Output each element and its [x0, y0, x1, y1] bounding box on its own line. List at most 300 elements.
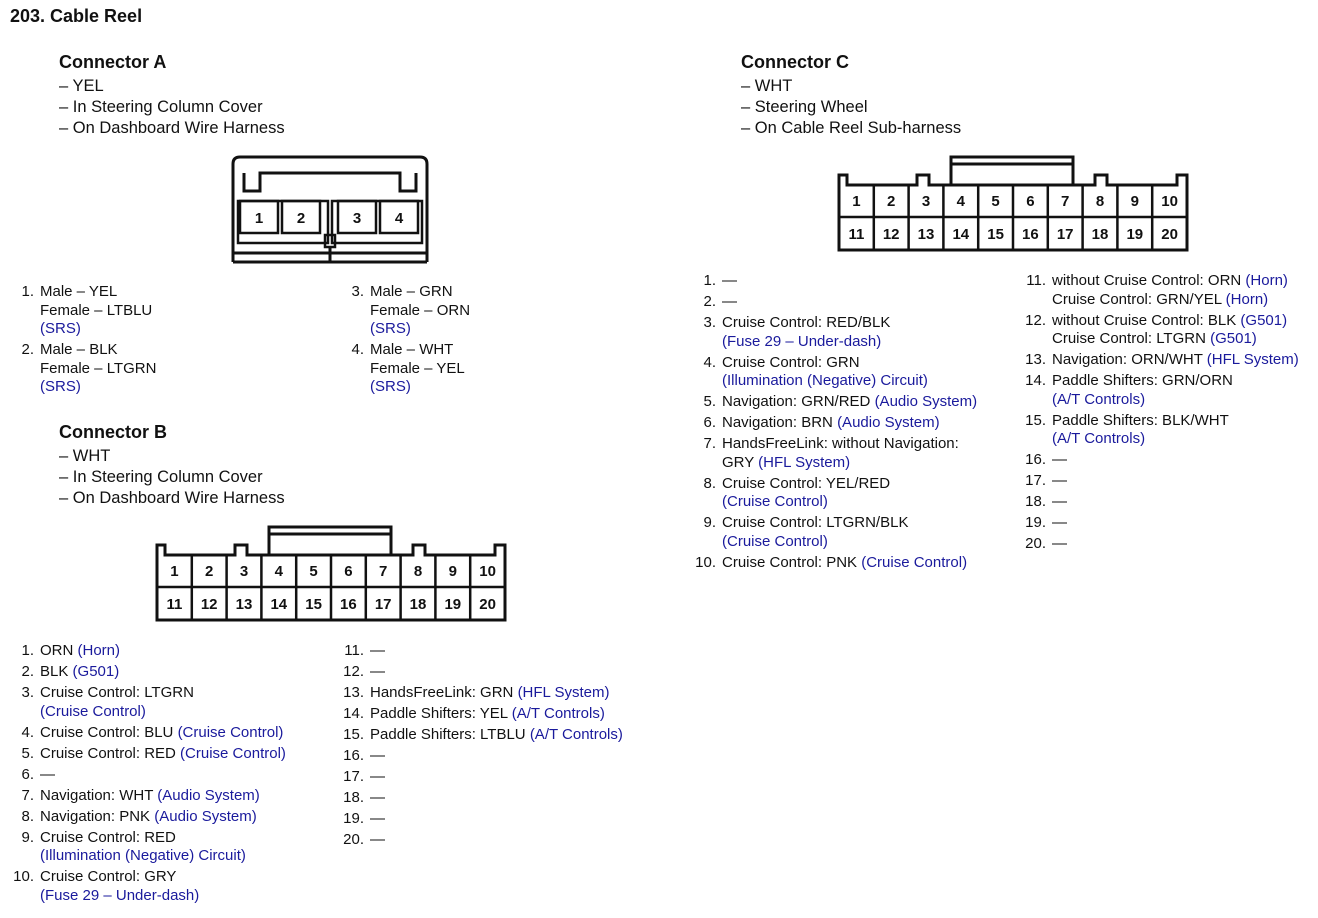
pin-line: [722, 393, 977, 412]
pin-line: [722, 372, 977, 391]
connector-b-pin-item: [10, 642, 286, 661]
cavity-label: 20: [1161, 226, 1178, 243]
pin-reference-link[interactable]: (Audio System): [837, 414, 940, 431]
connector-a-diagram: [230, 155, 430, 265]
cavity-label: 1: [254, 210, 264, 227]
pin-wire-text: —: [1052, 451, 1067, 468]
cavity-label: 12: [200, 596, 218, 613]
cavity-label: 2: [296, 210, 306, 227]
connector-c-heading: Connector C: [741, 52, 849, 72]
pin-line: [40, 887, 286, 906]
pin-reference-link[interactable]: (Fuse 29 – Under-dash): [722, 332, 882, 350]
pin-line: [722, 475, 977, 494]
connector-c-pin-item: [692, 554, 977, 573]
pin-wire-text: —: [370, 831, 385, 848]
pin-line: [1052, 493, 1299, 512]
connector-c-pin-item: [692, 514, 977, 551]
pin-wire-text: HandsFreeLink: GRN: [370, 684, 514, 701]
connector-b-pins-right: [340, 642, 623, 852]
connector-c-harness: – On Cable Reel Sub-harness: [741, 119, 962, 137]
pin-wire-text: Cruise Control: GRY: [40, 868, 177, 885]
pin-number: 6.: [21, 765, 34, 783]
connector-b-pin-item: [340, 705, 623, 724]
pin-line: [40, 745, 286, 764]
pin-reference-link[interactable]: (Cruise Control): [180, 744, 286, 762]
pin-reference-link[interactable]: (SRS): [370, 378, 411, 395]
pin-wire-text: —: [722, 272, 737, 289]
pin-wire-text: GRY: [722, 453, 754, 471]
pin-reference-link[interactable]: (Illumination (Negative) Circuit): [722, 372, 928, 389]
connector-a-pins-right: [340, 283, 470, 399]
pin-line: [1052, 272, 1299, 291]
connector-a-heading: Connector A: [59, 52, 167, 72]
pin-number: 5.: [21, 744, 34, 762]
pin-line: [370, 302, 470, 321]
pin-line: [370, 684, 623, 703]
pin-reference-link[interactable]: (HFL System): [517, 684, 610, 701]
connector-c-color: – WHT: [741, 77, 793, 95]
connector-c-pin-item: [1022, 351, 1299, 370]
pin-line: [370, 341, 470, 360]
pin-number: 2.: [21, 341, 34, 358]
pin-wire-text: —: [370, 768, 385, 785]
connector-a-pin-item: [10, 283, 156, 339]
pin-wire-text: Cruise Control: LTGRN/BLK: [722, 514, 909, 531]
pin-number: 10.: [695, 553, 716, 571]
connector-b-pin-item: [10, 787, 286, 806]
connector-b-pin-item: [340, 726, 623, 745]
pin-number: 1.: [21, 283, 34, 300]
cavity-label: 14: [952, 226, 970, 243]
pin-number: 20.: [343, 831, 364, 848]
pin-wire-text: Paddle Shifters: YEL: [370, 705, 508, 722]
pin-reference-link[interactable]: (Audio System): [157, 786, 260, 804]
pin-line: [40, 341, 156, 360]
cavity-label: 5: [309, 563, 318, 580]
connector-c-pin-item: [1022, 312, 1299, 349]
pin-number: 4.: [21, 723, 34, 741]
pin-number: 2.: [21, 663, 34, 680]
pin-wire-text: Male – GRN: [370, 283, 453, 300]
connector-b-harness: – On Dashboard Wire Harness: [59, 489, 285, 507]
pin-line: [722, 493, 977, 512]
cavity-label: 3: [921, 193, 931, 210]
cavity-label: 14: [270, 596, 288, 613]
pin-wire-text: Male – YEL: [40, 283, 118, 300]
pin-line: [722, 454, 977, 473]
pin-line: [370, 705, 623, 724]
pin-wire-text: —: [1052, 472, 1067, 489]
pin-number: 7.: [703, 435, 716, 452]
pin-number: 20.: [1025, 535, 1046, 552]
connector-c-pin-item: [692, 293, 977, 312]
connector-latch: [269, 527, 391, 555]
pin-line: [370, 378, 470, 397]
pin-number: 8.: [703, 474, 716, 492]
pin-line: [722, 333, 977, 352]
pin-wire-text: —: [370, 642, 385, 659]
pin-line: [370, 283, 470, 302]
pin-line: [722, 554, 977, 573]
connector-b-pin-item: [10, 766, 286, 785]
connector-c-pin-item: [1022, 514, 1299, 533]
pin-number: 6.: [703, 414, 716, 431]
pin-wire-text: Cruise Control: LTGRN: [1052, 330, 1211, 347]
pin-wire-text: Female – LTGRN: [40, 359, 157, 377]
cavity-label: 15: [987, 226, 1004, 243]
pin-wire-text: Paddle Shifters: LTBLU: [370, 726, 530, 743]
pin-number: 2.: [703, 293, 716, 310]
pin-line: [40, 808, 286, 827]
cavity-label: 18: [1091, 226, 1109, 243]
connector-b-pin-item: [10, 829, 286, 866]
pin-line: [1052, 372, 1299, 391]
pin-number: 4.: [351, 341, 364, 358]
pin-line: [1052, 535, 1299, 554]
pin-number: 5.: [703, 393, 716, 410]
pin-wire-text: without Cruise Control: BLK: [1052, 311, 1237, 329]
pin-number: 7.: [21, 786, 34, 804]
pin-reference-link[interactable]: (SRS): [40, 378, 81, 395]
connector-a-latch: [244, 173, 416, 191]
pin-line: [722, 435, 977, 454]
cavity-label: 11: [848, 226, 865, 243]
pin-wire-text: ORN: [40, 642, 74, 659]
pin-number: 16.: [1025, 451, 1046, 468]
connector-b-pin-item: [340, 684, 623, 703]
cavity-label: 12: [882, 226, 900, 243]
pin-wire-text: —: [370, 747, 385, 764]
pin-number: 3.: [21, 684, 34, 701]
page-title: 203. Cable Reel: [10, 6, 143, 26]
cavity-label: 10: [1161, 193, 1178, 210]
connector-b-pin-item: [10, 724, 286, 743]
pin-number: 11.: [344, 642, 364, 659]
pin-wire-text: HandsFreeLink: without Navigation:: [722, 435, 959, 452]
connector-b-description: [59, 446, 285, 509]
pin-line: [40, 642, 286, 661]
connector-b-pin-item: [340, 789, 623, 808]
connector-b-pin-item: [340, 642, 623, 661]
pin-wire-text: —: [1052, 514, 1067, 531]
connector-b-pin-item: [340, 810, 623, 829]
connector-c-pin-item: [1022, 493, 1299, 512]
pin-reference-link[interactable]: (A/T Controls): [511, 705, 605, 722]
pin-line: [1052, 312, 1299, 331]
pin-number: 9.: [21, 828, 34, 846]
pin-number: 12.: [1025, 311, 1046, 329]
cavity-label: 20: [479, 596, 496, 613]
connector-a-location: – In Steering Column Cover: [59, 98, 263, 116]
pin-wire-text: Navigation: BRN: [722, 414, 833, 431]
pin-reference-link[interactable]: (Audio System): [874, 393, 978, 410]
pin-wire-text: Cruise Control: RED/BLK: [722, 314, 891, 331]
cavity-label: 9: [1130, 193, 1139, 210]
connector-b-location: – In Steering Column Cover: [59, 468, 263, 486]
connector-c-pin-item: [692, 414, 977, 433]
pin-line: [722, 354, 977, 373]
pin-wire-text: —: [1052, 493, 1067, 510]
pin-wire-text: Female – ORN: [370, 301, 471, 319]
cavity-label: 2: [887, 193, 896, 210]
connector-b-pin-item: [340, 831, 623, 850]
pin-line: [40, 283, 156, 302]
pin-number: 8.: [21, 807, 34, 825]
pin-line: [1052, 412, 1299, 431]
connector-a-pin-item: [10, 341, 156, 397]
pin-reference-link[interactable]: (HFL System): [1206, 351, 1299, 368]
pin-line: [370, 789, 623, 808]
cavity-label: 6: [344, 563, 353, 580]
pin-wire-text: Male – WHT: [370, 341, 454, 358]
pin-wire-text: —: [370, 810, 385, 827]
connector-b-pin-item: [10, 663, 286, 682]
cavity-label: 16: [340, 596, 357, 613]
cavity-label: 4: [394, 210, 404, 227]
pin-reference-link[interactable]: (Cruise Control): [722, 493, 828, 510]
pin-line: [1052, 430, 1299, 449]
pin-line: [722, 414, 977, 433]
connector-a-pin-item: [340, 283, 470, 339]
cavity-label: 15: [305, 596, 322, 613]
connector-a-harness: – On Dashboard Wire Harness: [59, 119, 285, 137]
pin-reference-link[interactable]: (Fuse 29 – Under-dash): [40, 886, 200, 904]
pin-reference-link[interactable]: (G501): [1240, 311, 1288, 329]
pin-wire-text: Cruise Control: RED: [40, 828, 176, 846]
pin-number: 17.: [1025, 472, 1046, 489]
pin-line: [40, 663, 286, 682]
pin-line: [40, 829, 286, 848]
pin-wire-text: Navigation: ORN/WHT: [1052, 351, 1203, 368]
pin-wire-text: —: [370, 789, 385, 806]
connector-a-pins-left: [10, 283, 156, 399]
pin-wire-text: Paddle Shifters: GRN/ORN: [1052, 372, 1233, 389]
connector-b-pin-item: [340, 768, 623, 787]
pin-number: 3.: [351, 283, 364, 300]
pin-reference-link[interactable]: (Audio System): [154, 807, 257, 825]
cavity-label: 9: [448, 563, 457, 580]
pin-number: 13.: [343, 684, 364, 701]
connector-c-pin-item: [692, 475, 977, 512]
connector-c-pin-item: [692, 354, 977, 391]
pin-number: 14.: [343, 705, 364, 722]
pin-line: [1052, 351, 1299, 370]
pin-number: 14.: [1025, 372, 1046, 389]
connector-a-pin-item: [340, 341, 470, 397]
pin-line: [722, 533, 977, 552]
connector-b-pin-item: [10, 808, 286, 827]
pin-number: 1.: [21, 642, 34, 659]
cavity-label: 6: [1026, 193, 1035, 210]
pin-reference-link[interactable]: (Cruise Control): [177, 723, 284, 741]
pin-line: [1052, 291, 1299, 310]
pin-number: 19.: [1025, 514, 1046, 531]
pin-number: 17.: [343, 768, 364, 785]
pin-line: [722, 272, 977, 291]
connector-a-description: [59, 76, 285, 139]
pin-wire-text: Female – LTBLU: [40, 301, 153, 319]
pin-number: 13.: [1025, 351, 1046, 368]
cavity-label: 3: [239, 563, 249, 580]
connector-latch: [951, 157, 1073, 185]
pin-wire-text: Navigation: WHT: [40, 786, 154, 804]
connector-a-color: – YEL: [59, 77, 104, 95]
pin-wire-text: Paddle Shifters: BLK/WHT: [1052, 411, 1229, 429]
pin-line: [40, 847, 286, 866]
cavity-label: 5: [991, 193, 1000, 210]
pin-reference-link[interactable]: (SRS): [40, 320, 81, 337]
pin-line: [40, 766, 286, 785]
pin-reference-link[interactable]: (HFL System): [758, 453, 851, 471]
pin-number: 3.: [703, 314, 716, 331]
pin-line: [40, 378, 156, 397]
pin-line: [40, 787, 286, 806]
pin-line: [370, 360, 470, 379]
pin-reference-link[interactable]: (Cruise Control): [40, 702, 146, 720]
pin-line: [40, 868, 286, 887]
pin-line: [1052, 451, 1299, 470]
pin-number: 4.: [703, 353, 716, 371]
connector-c-pin-item: [692, 393, 977, 412]
connector-b-pin-item: [340, 663, 623, 682]
cavity-label: 17: [1056, 226, 1074, 243]
connector-b-pin-item: [10, 684, 286, 721]
connector-c-pin-item: [1022, 372, 1299, 409]
pin-line: [370, 768, 623, 787]
cavity-label: 18: [409, 596, 427, 613]
connector-b-color: – WHT: [59, 447, 111, 465]
pin-reference-link[interactable]: (Horn): [1225, 290, 1269, 308]
pin-line: [370, 663, 623, 682]
cavity-label: 19: [444, 596, 462, 613]
pin-line: [40, 320, 156, 339]
pin-wire-text: Cruise Control: BLU: [40, 723, 174, 741]
connector-c-description: [741, 76, 961, 139]
cavity-label: 8: [413, 563, 423, 580]
pin-line: [40, 724, 286, 743]
connector-c-pin-item: [692, 314, 977, 351]
pin-reference-link[interactable]: (G501): [1210, 330, 1257, 347]
pin-line: [722, 514, 977, 533]
connector-c-pin-item: [1022, 412, 1299, 449]
pin-line: [40, 302, 156, 321]
pin-wire-text: Cruise Control: RED: [40, 744, 176, 762]
pin-number: 16.: [343, 747, 364, 764]
pin-reference-link[interactable]: (G501): [72, 663, 120, 680]
pin-line: [722, 293, 977, 312]
connector-c-pins-right: [1022, 272, 1299, 556]
pin-number: 18.: [1025, 493, 1046, 510]
connector-a-housing: [233, 157, 427, 253]
pin-wire-text: —: [722, 293, 737, 310]
pin-reference-link[interactable]: (Cruise Control): [861, 553, 968, 571]
pin-line: [40, 360, 156, 379]
cavity-label: 11: [166, 596, 183, 613]
pin-reference-link[interactable]: (Illumination (Negative) Circuit): [40, 847, 246, 864]
pin-number: 9.: [703, 514, 716, 531]
cavity-label: 1: [852, 193, 861, 210]
cavity-label: 7: [379, 563, 388, 580]
pin-line: [1052, 514, 1299, 533]
pin-wire-text: —: [370, 663, 385, 680]
pin-number: 12.: [343, 663, 364, 680]
pin-number: 19.: [343, 810, 364, 827]
pin-wire-text: without Cruise Control: ORN: [1052, 272, 1242, 289]
connector-c-pin-item: [692, 435, 977, 472]
pin-number: 1.: [703, 272, 716, 289]
pin-number: 18.: [343, 789, 364, 806]
connector-c-pin-item: [1022, 472, 1299, 491]
cavity-label: 8: [1095, 193, 1105, 210]
cavity-label: 2: [205, 563, 214, 580]
connector-b-heading: Connector B: [59, 422, 167, 442]
connector-c-pins-left: [692, 272, 977, 575]
cavity-label: 16: [1022, 226, 1039, 243]
cavity-label: 13: [917, 226, 935, 243]
cavity-label: 13: [235, 596, 253, 613]
pin-wire-text: BLK: [40, 663, 69, 680]
cavity-label: 19: [1126, 226, 1144, 243]
pin-wire-text: Male – BLK: [40, 341, 118, 358]
pin-line: [40, 703, 286, 722]
pin-wire-text: Navigation: GRN/RED: [722, 393, 871, 410]
pin-wire-text: —: [40, 765, 55, 783]
connector-c-pin-item: [1022, 451, 1299, 470]
pin-wire-text: Navigation: PNK: [40, 807, 151, 825]
pin-wire-text: Cruise Control: YEL/RED: [722, 474, 891, 492]
pin-wire-text: —: [1052, 535, 1067, 552]
pin-number: 15.: [1025, 411, 1046, 429]
pin-reference-link[interactable]: (Cruise Control): [722, 532, 828, 550]
cavity-label: 4: [956, 193, 965, 210]
pin-number: 15.: [343, 726, 364, 743]
pin-line: [40, 684, 286, 703]
connector-b-pin-item: [10, 745, 286, 764]
pin-line: [370, 642, 623, 661]
pin-line: [370, 320, 470, 339]
pin-line: [370, 831, 623, 850]
pin-line: [1052, 391, 1299, 410]
cavity-label: 7: [1061, 193, 1070, 210]
connector-c-location: – Steering Wheel: [741, 98, 868, 116]
pin-line: [722, 314, 977, 333]
pin-line: [370, 810, 623, 829]
pin-reference-link[interactable]: (A/T Controls): [1052, 390, 1146, 408]
cavity-label: 3: [352, 210, 362, 227]
pin-reference-link[interactable]: (A/T Controls): [529, 726, 623, 743]
connector-c-pin-item: [692, 272, 977, 291]
connector-b-pins-left: [10, 642, 286, 908]
cavity-label: 1: [170, 563, 179, 580]
connector-c-diagram: [837, 155, 1189, 255]
pin-reference-link[interactable]: (Horn): [1245, 272, 1288, 289]
pin-wire-text: Female – YEL: [370, 359, 465, 377]
connector-b-diagram: [155, 525, 507, 625]
pin-reference-link[interactable]: (SRS): [370, 320, 411, 337]
pin-reference-link[interactable]: (Horn): [77, 642, 121, 659]
pin-line: [1052, 330, 1299, 349]
cavity-label: 10: [479, 563, 496, 580]
pin-wire-text: Cruise Control: PNK: [722, 553, 858, 571]
pin-number: 11.: [1026, 272, 1046, 289]
pin-wire-text: Cruise Control: GRN/YEL: [1052, 290, 1222, 308]
connector-b-pin-item: [10, 868, 286, 905]
cavity-label: 4: [274, 563, 283, 580]
pin-reference-link[interactable]: (A/T Controls): [1052, 430, 1146, 447]
cavity-label: 17: [374, 596, 392, 613]
connector-c-pin-item: [1022, 535, 1299, 554]
pin-wire-text: Cruise Control: GRN: [722, 353, 860, 371]
